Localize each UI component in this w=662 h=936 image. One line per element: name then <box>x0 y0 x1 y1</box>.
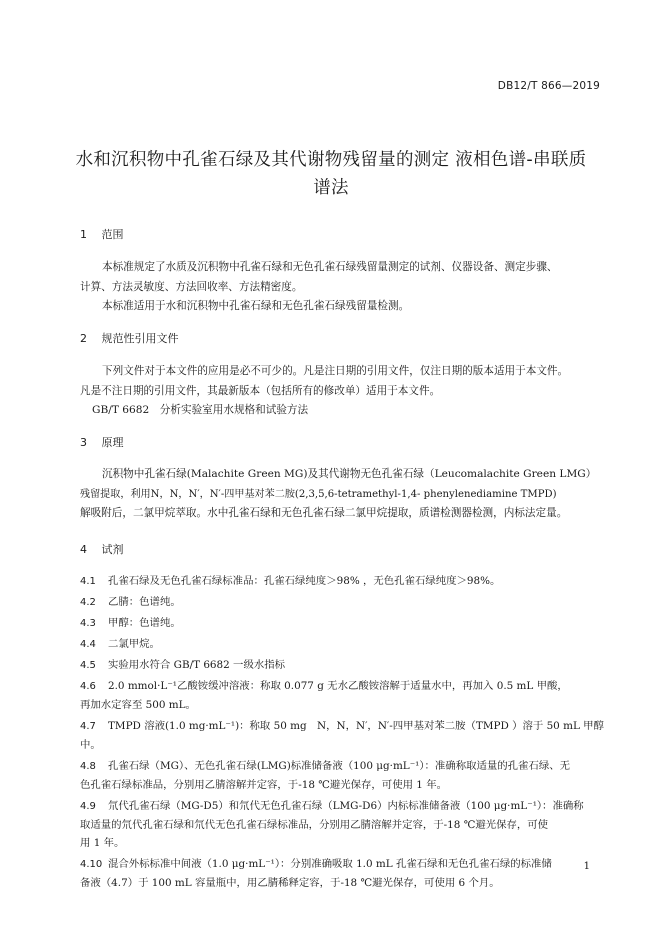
paragraph-line: 沉积物中孔雀石绿(Malachite Green MG)及其代谢物无色孔雀石绿（Leucomalachite Green LMG） <box>102 468 597 480</box>
section-3-body <box>80 465 600 524</box>
paragraph-line: 下列文件对于本文件的应用是必不可少的。凡是注日期的引用文件，仅注日期的版本适用于本文件。 <box>102 365 569 377</box>
section-number: 4 <box>80 543 87 556</box>
paragraph-line: 凡是不注日期的引用文件，其最新版本（包括所有的修改单）适用于本文件。 <box>80 384 441 397</box>
item-number: 4.6 <box>80 681 96 692</box>
item-number: 4.2 <box>80 597 96 608</box>
item-number: 4.5 <box>80 660 96 671</box>
item-continuation: 取适量的氘代孔雀石绿和氘代无色孔雀石绿标准品，分别用乙腈溶解并定容，于-18 ℃避光保存，可使 <box>80 819 549 831</box>
item-continuation: 用 1 年。 <box>80 837 125 849</box>
item-continuation: 中。 <box>80 739 101 751</box>
list-item <box>80 635 602 654</box>
list-item <box>80 717 602 736</box>
item-text: 实验用水符合 GB/T 6682 一级水指标 <box>108 659 286 671</box>
normative-reference: GB/T 6682 分析实验室用水规格和试验方法 <box>92 404 309 416</box>
paragraph-line: 本标准适用于水和沉积物中孔雀石绿和无色孔雀石绿残留量检测。 <box>102 300 410 312</box>
paragraph-line: 本标准规定了水质及沉积物中孔雀石绿和无色孔雀石绿残留量测定的试剂、仪器设备、测定步骤、 <box>102 261 558 273</box>
paragraph-line: 解吸附后，二氯甲烷萃取。水中孔雀石绿和无色孔雀石绿二氯甲烷提取，质谱检测器检测，内标法定量。 <box>80 507 568 519</box>
item-number: 4.1 <box>80 576 96 587</box>
list-item <box>80 593 602 612</box>
item-number: 4.7 <box>80 721 96 732</box>
item-continuation: 色孔雀石绿标准品，分别用乙腈溶解并定容，于-18 ℃避光保存，可使用 1 年。 <box>80 779 447 791</box>
section-number: 2 <box>80 332 87 345</box>
item-text: 孔雀石绿及无色孔雀石绿标准品：孔雀石绿纯度＞98% ，无色孔雀石绿纯度＞98%。 <box>108 575 501 587</box>
item-number: 4.3 <box>80 618 96 629</box>
document-code: DB12/T 866—2019 <box>497 80 600 92</box>
section-heading-4 <box>80 541 124 557</box>
paragraph-line: 残留提取，利用N，N，N′，N′-四甲基对苯二胺(2,3,5,6-tetramethyl-1,4- phenylenediamine TMPD) <box>80 488 557 500</box>
list-item <box>80 614 602 633</box>
item-text: 乙腈：色谱纯。 <box>108 596 181 608</box>
item-text: 混合外标标准中间液（1.0 μg·mL⁻¹）：分别准确吸取 1.0 mL 孔雀石绿和无色孔雀石绿的标准储 <box>108 858 552 870</box>
section-title: 范围 <box>101 228 124 241</box>
list-item <box>80 572 602 591</box>
section-number: 1 <box>80 228 87 241</box>
list-item <box>80 656 602 675</box>
page-number: 1 <box>583 861 590 872</box>
item-text: 二氯甲烷。 <box>108 638 160 650</box>
section-1-body <box>80 258 600 317</box>
paragraph-line: 计算、方法灵敏度、方法回收率、方法精密度。 <box>80 280 303 293</box>
item-text: 2.0 mmol·L⁻¹乙酸铵缓冲溶液：称取 0.077 g 无水乙酸铵溶解于适量水中，再加入 0.5 mL 甲酸， <box>108 680 568 692</box>
section-heading-3 <box>80 434 124 450</box>
item-text: 孔雀石绿（MG）、无色孔雀石绿(LMG)标准储备液（100 μg·mL⁻¹）：准确称取适量的孔雀石绿、无 <box>108 760 571 772</box>
title-line-2: 谱法 <box>313 178 349 198</box>
item-continuation: 备液（4.7）于 100 mL 容量瓶中，用乙腈稀释定容，于-18 ℃避光保存，可使用 6 个月。 <box>80 877 500 889</box>
item-number: 4.10 <box>80 859 103 870</box>
item-continuation: 再加水定容至 500 mL。 <box>80 699 196 711</box>
section-heading-1 <box>80 226 124 242</box>
section-number: 3 <box>80 436 87 449</box>
title-line-1: 水和沉积物中孔雀石绿及其代谢物残留量的测定 液相色谱-串联质 <box>75 150 587 170</box>
document-title <box>60 146 602 202</box>
item-number: 4.9 <box>80 801 96 812</box>
list-item <box>80 855 602 874</box>
list-item <box>80 677 602 696</box>
item-text: 氘代孔雀石绿（MG-D5）和氘代无色孔雀石绿（LMG-D6）内标标准储备液（100 μg·mL⁻¹）：准确称 <box>108 800 584 812</box>
item-number: 4.8 <box>80 761 96 772</box>
item-text: 甲醇：色谱纯。 <box>108 617 181 629</box>
list-item <box>80 757 602 776</box>
item-number: 4.4 <box>80 639 96 650</box>
reagent-list <box>80 572 602 895</box>
list-item <box>80 797 602 816</box>
section-2-body <box>80 362 600 421</box>
section-heading-2 <box>80 330 179 346</box>
section-title: 规范性引用文件 <box>101 332 179 345</box>
section-title: 原理 <box>101 436 124 449</box>
section-title: 试剂 <box>101 543 124 556</box>
item-text: TMPD 溶液(1.0 mg·mL⁻¹)：称取 50 mg N，N，N′，N′-四甲基对苯二胺（TMPD ）溶于 50 mL 甲醇 <box>108 720 604 732</box>
